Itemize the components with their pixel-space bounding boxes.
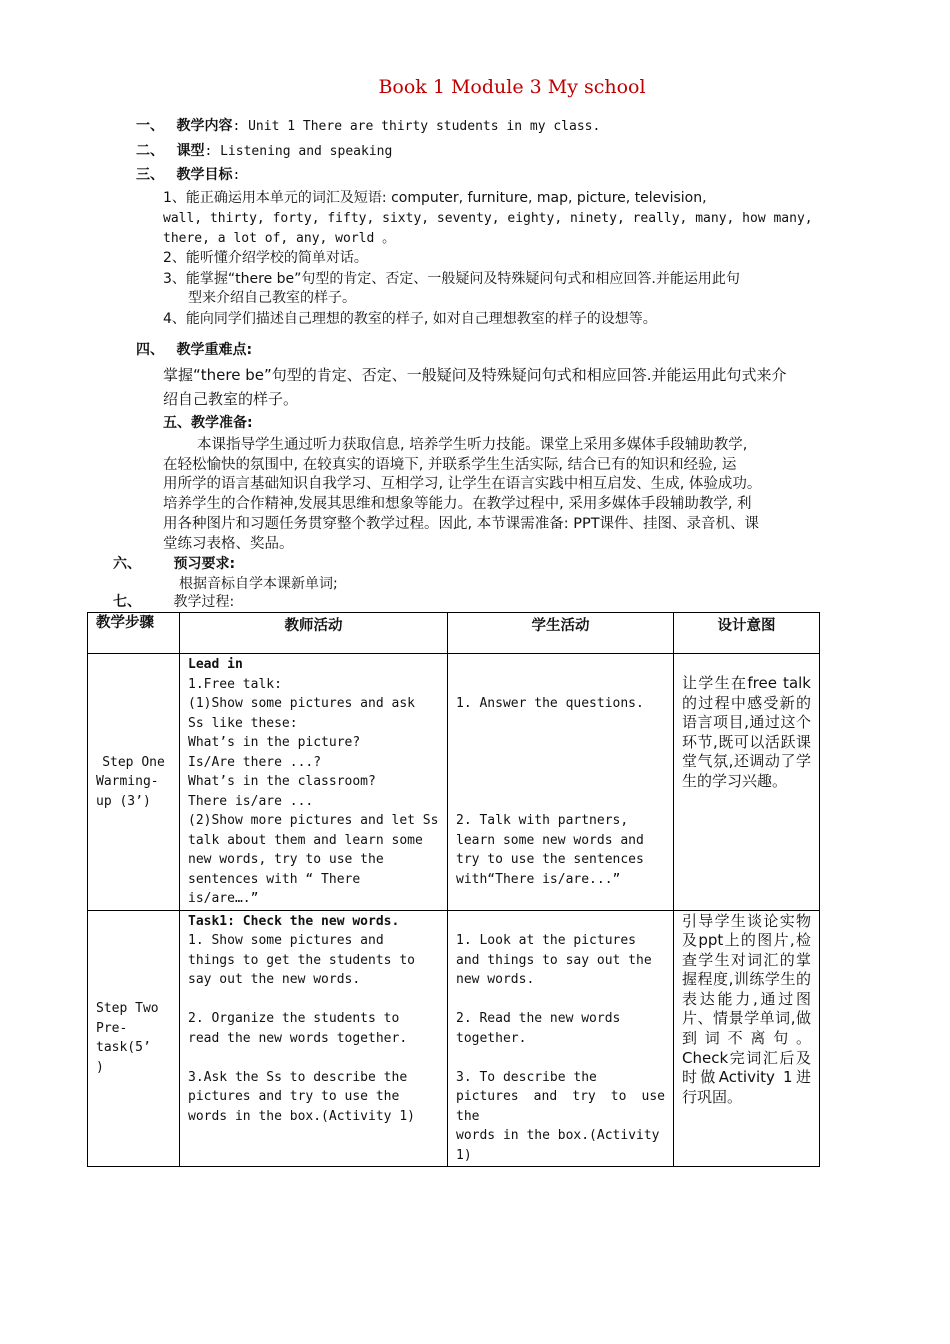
key-point-line: 绍自己教室的样子。 bbox=[163, 390, 299, 408]
section-process bbox=[113, 592, 234, 612]
section-text: : bbox=[247, 415, 253, 431]
header-intent: 设计意图 bbox=[674, 613, 820, 654]
step-line: Pre- bbox=[96, 1020, 128, 1036]
text-line: try to use the sentences bbox=[456, 852, 644, 867]
step-line: Step One bbox=[102, 754, 165, 770]
header-teacher: 教师活动 bbox=[180, 613, 448, 654]
table-row bbox=[88, 910, 820, 1167]
spacer bbox=[456, 912, 665, 932]
student-activity-cell bbox=[448, 910, 674, 1167]
spacer bbox=[456, 990, 665, 1010]
text-line: with“There is/are...” bbox=[456, 871, 621, 887]
table-row bbox=[88, 654, 820, 911]
section-number: 一、 bbox=[136, 118, 164, 134]
header-student: 学生活动 bbox=[448, 613, 674, 654]
objective-line: 3、能掌握“there be”句型的肯定、否定、一般疑问及特殊疑问句式和相应回答.并能运用此句 bbox=[163, 271, 740, 287]
section-heading: 教学重难点 bbox=[176, 342, 247, 358]
table-header-row bbox=[88, 613, 820, 654]
spacer bbox=[456, 675, 665, 695]
section-heading: 课型 bbox=[176, 143, 205, 159]
design-intent-cell bbox=[674, 910, 820, 1167]
section-key-points bbox=[136, 340, 252, 360]
objective-line: 1、能正确运用本单元的词汇及短语: computer, furniture, map, picture, television, bbox=[163, 190, 707, 206]
text-line: learn some new words and bbox=[456, 832, 644, 848]
text-line: pictures and try to use the bbox=[456, 1089, 665, 1124]
text-line: (1)Show some pictures and ask bbox=[188, 696, 415, 711]
step-cell bbox=[88, 654, 180, 911]
section-number: 七、 bbox=[113, 594, 141, 610]
section-preview bbox=[113, 554, 235, 574]
text-line: 1. Answer the questions. bbox=[456, 696, 644, 711]
text-line: together. bbox=[456, 1030, 527, 1046]
text-line: Is/Are there ...? bbox=[188, 754, 322, 770]
section-text: : bbox=[232, 168, 241, 183]
section-number: 二、 bbox=[136, 143, 164, 159]
text-line: new words, try to use the bbox=[188, 852, 384, 867]
section-preparation bbox=[163, 413, 253, 433]
text-line: words in the box.(Activity 1) bbox=[188, 1108, 415, 1124]
student-activity-cell bbox=[448, 654, 674, 911]
teacher-activity-cell bbox=[180, 654, 448, 911]
step-line: Warming- bbox=[96, 774, 159, 789]
text-line: What’s in the classroom? bbox=[188, 774, 376, 789]
text-line: (2)Show more pictures and let Ss bbox=[188, 813, 439, 828]
text-line: 3.Ask the Ss to describe the bbox=[188, 1069, 408, 1085]
intent-text: 让学生在free talk的过程中感受新的语言项目,通过这个环节,既可以活跃课堂气氛,还调动了学生的学习兴趣。 bbox=[682, 674, 811, 790]
section-lesson-type bbox=[136, 141, 392, 162]
spacer bbox=[456, 714, 665, 734]
text-line: 1. Look at the pictures bbox=[456, 933, 637, 948]
preparation-line: 本课指导学生通过听力获取信息, 培养学生听力技能。课堂上采用多媒体手段辅助教学, bbox=[197, 437, 748, 453]
spacer bbox=[456, 1048, 665, 1068]
text-line: 1. Show some pictures and bbox=[188, 933, 384, 948]
step-line: up (3’) bbox=[96, 793, 151, 809]
section-text: : bbox=[229, 556, 236, 572]
preparation-line: 堂练习表格、奖品。 bbox=[163, 536, 294, 552]
text-line: words in the box.(Activity bbox=[456, 1128, 660, 1143]
text-line: 2. Read the new words bbox=[456, 1011, 621, 1026]
spacer bbox=[456, 772, 665, 792]
spacer bbox=[456, 753, 665, 773]
text-line: is/are….” bbox=[188, 891, 259, 906]
text-line: There is/are ... bbox=[188, 793, 314, 809]
step-line: Step Two bbox=[96, 1001, 159, 1017]
section-text: : Listening and speaking bbox=[204, 144, 393, 159]
section-heading: 五、教学准备 bbox=[163, 415, 247, 431]
preparation-line: 在轻松愉快的氛围中, 在较真实的语境下, 并联系学生生活实际, 结合已有的知识和经验, 运 bbox=[163, 457, 737, 473]
text-line: 1.Free talk: bbox=[188, 676, 282, 692]
objective-line: 型来介绍自己教室的样子。 bbox=[188, 290, 356, 306]
text-line: Lead in bbox=[188, 657, 243, 672]
section-heading: 教学过程 bbox=[173, 594, 230, 610]
text-line: sentences with “ There bbox=[188, 871, 361, 887]
preparation-line: 培养学生的合作精神,发展其思维和想象等能力。在教学过程中, 采用多媒体手段辅助教学, 利 bbox=[163, 496, 752, 512]
text-line: Ss like these: bbox=[188, 715, 298, 731]
text-line: pictures and try to use the bbox=[188, 1089, 400, 1104]
intent-text: 引导学生谈论实物及ppt上的图片,检查学生对词汇的掌握程度,训练学生的表达能力,通过图片、情景学单词,做到词不离句。Check完词汇后及时做Activity 1进行巩固。 bbox=[682, 911, 811, 1106]
spacer bbox=[456, 792, 665, 812]
section-number: 四、 bbox=[136, 342, 164, 358]
text-line: 1) bbox=[456, 1147, 472, 1163]
spacer bbox=[456, 733, 665, 753]
section-text: : bbox=[229, 594, 235, 610]
preview-text: 根据音标自学本课新单词; bbox=[179, 576, 338, 592]
text-line: 2. Talk with partners, bbox=[456, 813, 629, 828]
key-point-line: 掌握“there be”句型的肯定、否定、一般疑问及特殊疑问句式和相应回答.并能运用此句式来介 bbox=[163, 366, 787, 384]
section-objectives bbox=[136, 165, 240, 186]
spacer bbox=[456, 655, 665, 675]
preparation-line: 用所学的语言基础知识自我学习、互相学习, 让学生在语言实践中相互启发、生成, 体验成功。 bbox=[163, 476, 762, 492]
section-number: 三、 bbox=[136, 167, 164, 183]
text-line: 2. Organize the students to bbox=[188, 1011, 400, 1026]
spacer bbox=[188, 990, 439, 1010]
text-line: talk about them and learn some bbox=[188, 832, 423, 848]
section-number: 六、 bbox=[113, 556, 141, 572]
text-line: Task1: Check the new words. bbox=[188, 913, 400, 929]
section-text: : bbox=[246, 342, 253, 358]
section-heading: 教学内容 bbox=[176, 118, 233, 134]
teaching-process-table bbox=[87, 612, 820, 1167]
text-line: read the new words together. bbox=[188, 1030, 408, 1046]
objective-line: there, a lot of, any, world 。 bbox=[163, 231, 396, 246]
text-line: say out the new words. bbox=[188, 972, 361, 987]
teacher-activity-cell bbox=[180, 910, 448, 1167]
text-line: 3. To describe the bbox=[456, 1069, 597, 1085]
step-line: task(5’ bbox=[96, 1040, 151, 1056]
text-line: new words. bbox=[456, 972, 535, 987]
text-line: and things to say out the bbox=[456, 952, 652, 968]
text-line: What’s in the picture? bbox=[188, 735, 361, 750]
design-intent-cell bbox=[674, 654, 820, 911]
text-line: things to get the students to bbox=[188, 952, 415, 968]
section-heading: 预习要求 bbox=[173, 556, 230, 572]
objective-line: 2、能听懂介绍学校的简单对话。 bbox=[163, 250, 368, 266]
objective-line: wall, thirty, forty, fifty, sixty, seventy, eighty, ninety, really, many, how many, bbox=[163, 211, 813, 226]
section-heading: 教学目标 bbox=[176, 167, 233, 183]
preparation-line: 用各种图片和习题任务贯穿整个教学过程。因此, 本节课需准备: PPT课件、挂图、录音机、课 bbox=[163, 516, 760, 532]
section-content bbox=[136, 116, 600, 137]
step-cell bbox=[88, 910, 180, 1167]
step-line: ) bbox=[96, 1059, 104, 1075]
objective-line: 4、能向同学们描述自己理想的教室的样子, 如对自己理想教室的样子的设想等。 bbox=[163, 311, 657, 327]
document-title: Book 1 Module 3 My school bbox=[378, 76, 646, 98]
header-step: 教学步骤 bbox=[88, 613, 180, 654]
section-text: : Unit 1 There are thirty students in my class. bbox=[232, 119, 601, 134]
spacer bbox=[188, 1048, 439, 1068]
